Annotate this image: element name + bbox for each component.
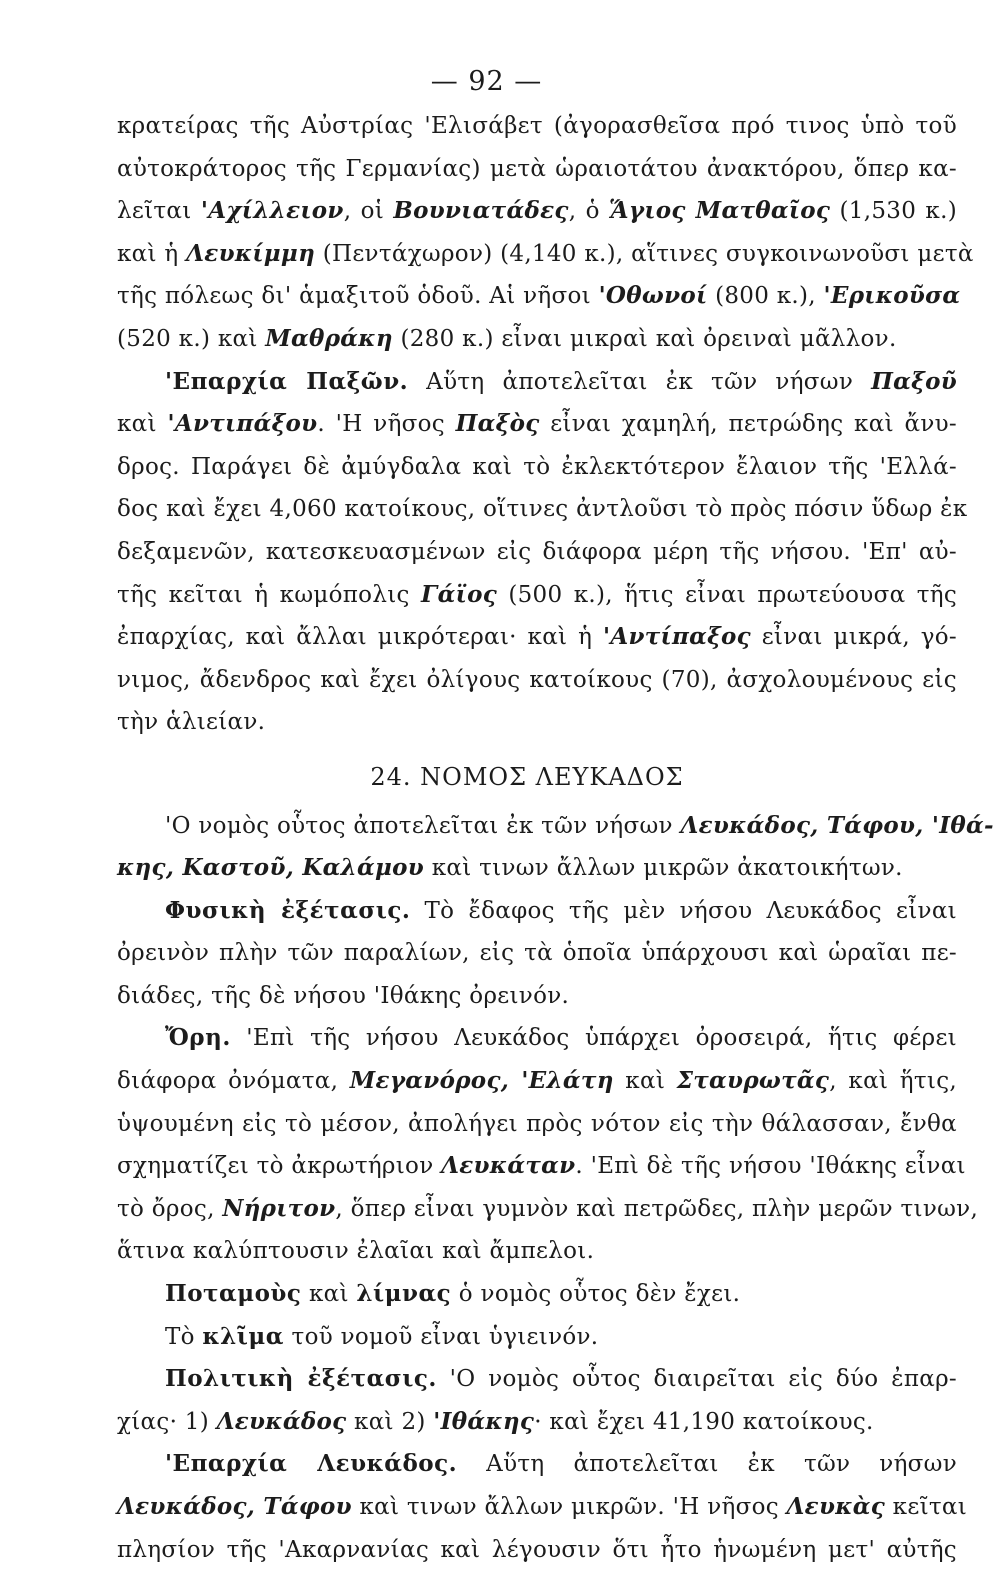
- text-line: τῆς κεῖται ἡ κωμόπολις Γάϊος (500 κ.), ἥτις εἶναι πρωτεύουσα τῆς: [117, 580, 957, 608]
- text-line: 'Επαρχία Παξῶν. Αὕτη ἀποτελεῖται ἐκ τῶν νήσων Παξοῦ: [165, 367, 957, 395]
- section-run-in-heading: Φυσικὴ ἐξέτασις.: [165, 896, 411, 924]
- paragraph-political: [117, 1358, 957, 1443]
- text-line: καὶ ἡ Λευκίμμη (Πεντάχωρον) (4,140 κ.), αἵτινες συγκοινωνοῦσι μετὰ: [117, 239, 974, 267]
- text-line: ἅτινα καλύπτουσιν ἐλαῖαι καὶ ἄμπελοι.: [117, 1238, 595, 1265]
- text-line: (520 κ.) καὶ Μαθράκη (280 κ.) εἶναι μικραὶ καὶ ὀρειναὶ μᾶλλον.: [117, 324, 897, 352]
- body-text: [117, 105, 994, 1571]
- text-line: τὸ ὄρος, Νήριτον, ὅπερ εἶναι γυμνὸν καὶ πετρῶδες, πλὴν μερῶν τινων,: [117, 1194, 979, 1222]
- text-line: λεῖται 'Αχίλλειον, οἱ Βουνιατάδες, ὁ Ἅγιος Ματθαῖος (1,530 κ.): [117, 197, 957, 225]
- text-line: τῆς πόλεως δι' ἁμαξιτοῦ ὁδοῦ. Αἱ νῆσοι 'Οθωνοί (800 κ.), 'Ερικοῦσα: [117, 282, 961, 310]
- paragraph-rivers: [117, 1273, 957, 1316]
- paragraph-eparchia-lefkados: [117, 1443, 968, 1571]
- text-line: δρος. Παράγει δὲ ἀμύγδαλα καὶ τὸ ἐκλεκτότερον ἔλαιον τῆς 'Ελλά-: [117, 453, 957, 480]
- text-line: τὴν ἁλιείαν.: [117, 709, 266, 736]
- text-line: κης, Καστοῦ, Καλάμου καὶ τινων ἄλλων μικρῶν ἀκατοικήτων.: [117, 854, 903, 882]
- section-run-in-heading: Ὄρη.: [165, 1024, 231, 1052]
- paragraph-climate: [117, 1316, 957, 1359]
- text-line: αὐτοκράτορος τῆς Γερμανίας) μετὰ ὡραιοτάτου ἀνακτόρου, ὅπερ κα-: [117, 155, 957, 182]
- text-line: διάδες, τῆς δὲ νήσου 'Ιθάκης ὀρεινόν.: [117, 982, 570, 1009]
- text-line: καὶ 'Αντιπάξου. 'Η νῆσος Παξὸς εἶναι χαμηλή, πετρώδης καὶ ἄνυ-: [117, 410, 958, 438]
- text-line: νιμος, ἄδενδρος καὶ ἔχει ὀλίγους κατοίκους (70), ἀσχολουμένους εἰς: [117, 666, 957, 693]
- text-line: 'Ο νομὸς οὗτος ἀποτελεῖται ἐκ τῶν νήσων Λευκάδος, Τάφου, 'Ιθά-: [165, 811, 994, 839]
- paragraph-eparchia-paxon: [117, 361, 968, 744]
- text-line: χίας· 1) Λευκάδος καὶ 2) 'Ιθάκης· καὶ ἔχει 41,190 κατοίκους.: [117, 1407, 874, 1435]
- text-line: κρατείρας τῆς Αὐστρίας 'Ελισάβετ (ἀγορασθεῖσα πρό τινος ὑπὸ τοῦ: [117, 113, 957, 139]
- text-line: 'Επαρχία Λευκάδος. Αὕτη ἀποτελεῖται ἐκ τῶν νήσων: [165, 1450, 957, 1478]
- text-line: ἐπαρχίας, καὶ ἄλλαι μικρότεραι· καὶ ἡ 'Αντίπαξος εἶναι μικρά, γό-: [117, 623, 957, 651]
- text-line: Ὄρη. 'Επὶ τῆς νήσου Λευκάδος ὑπάρχει ὀροσειρά, ἥτις φέρει: [165, 1024, 957, 1052]
- text-line: σχηματίζει τὸ ἀκρωτήριον Λευκάταν. 'Επὶ δὲ τῆς νήσου 'Ιθάκης εἶναι: [117, 1152, 966, 1180]
- section-heading: 24. ΝΟΜΟΣ ΛΕΥΚΑΔΟΣ: [370, 762, 684, 791]
- text-line: ὑψουμένη εἰς τὸ μέσον, ἀπολήγει πρὸς νότον εἰς τὴν θάλασσαν, ἔνθα: [117, 1110, 957, 1137]
- section-run-in-heading: Ποταμοὺς: [165, 1280, 302, 1308]
- text-line: δεξαμενῶν, κατεσκευασμένων εἰς διάφορα μέρη τῆς νήσου. 'Επ' αὐ-: [117, 538, 957, 565]
- paragraph-nomos-intro: [117, 805, 994, 890]
- section-run-in-heading: Πολιτικὴ ἐξέτασις.: [165, 1365, 437, 1393]
- paragraph-corfu-continuation: [117, 105, 974, 361]
- paragraph-physical: [117, 890, 957, 1018]
- text-line: Φυσικὴ ἐξέτασις. Τὸ ἔδαφος τῆς μὲν νήσου Λευκάδος εἶναι: [165, 896, 957, 924]
- section-run-in-heading: 'Επαρχία Λευκάδος.: [165, 1450, 458, 1478]
- section-run-in-heading: 'Επαρχία Παξῶν.: [165, 367, 409, 395]
- text-line: Λευκάδος, Τάφου καὶ τινων ἄλλων μικρῶν. 'Η νῆσος Λευκὰς κεῖται: [117, 1493, 968, 1520]
- text-line: Πολιτικὴ ἐξέτασις. 'Ο νομὸς οὗτος διαιρεῖται εἰς δύο ἐπαρ-: [165, 1365, 957, 1393]
- text-line: διάφορα ὀνόματα, Μεγανόρος, 'Ελάτη καὶ Σταυρωτᾶς, καὶ ἥτις,: [117, 1067, 958, 1095]
- paragraph-mountains: [117, 1017, 979, 1273]
- text-line: πλησίον τῆς 'Ακαρνανίας καὶ λέγουσιν ὅτι ἦτο ἡνωμένη μετ' αὐτῆς: [117, 1536, 957, 1563]
- text-line: Τὸ κλῖμα τοῦ νομοῦ εἶναι ὑγιεινόν.: [165, 1322, 599, 1350]
- text-line: Ποταμοὺς καὶ λίμνας ὁ νομὸς οὗτος δὲν ἔχει.: [165, 1280, 741, 1308]
- text-line: δος καὶ ἔχει 4,060 κατοίκους, οἵτινες ἀντλοῦσι τὸ πρὸς πόσιν ὕδωρ ἐκ: [117, 496, 968, 523]
- text-line: ὀρεινὸν πλὴν τῶν παραλίων, εἰς τὰ ὁποῖα ὑπάρχουσι καὶ ὡραῖαι πε-: [117, 940, 957, 967]
- page-number: — 92 —: [430, 66, 543, 97]
